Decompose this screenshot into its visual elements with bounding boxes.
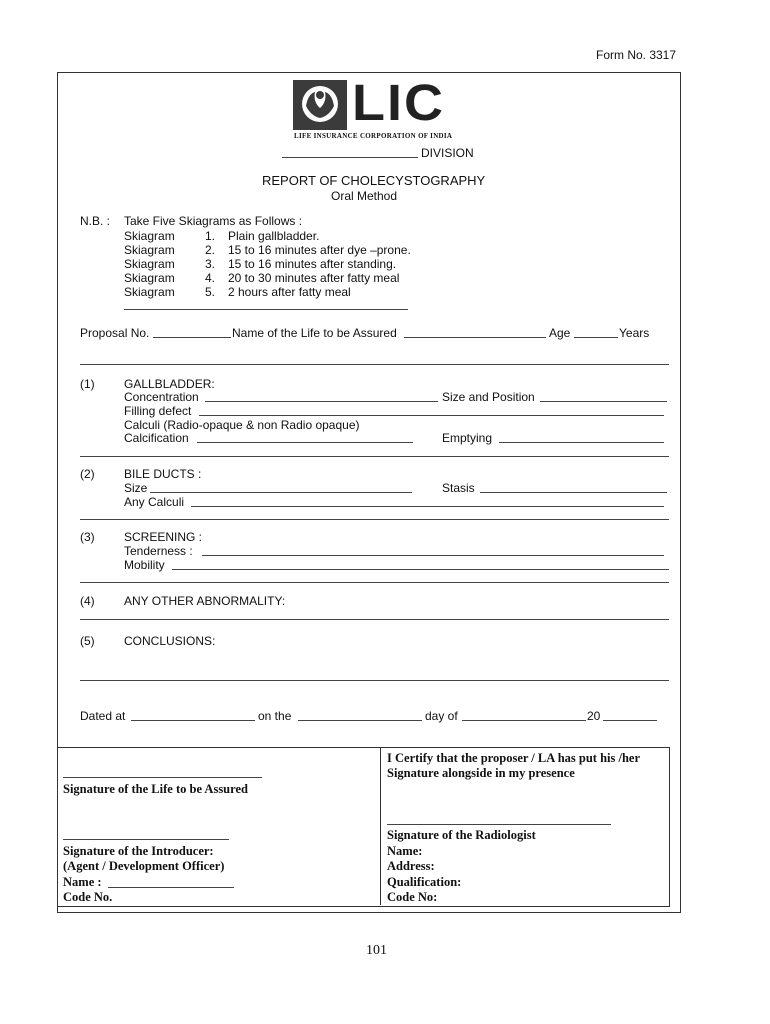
introducer-signature-label: Signature of the Introducer: (63, 844, 214, 858)
introducer-code-label: Code No. (63, 890, 113, 904)
introducer-name-field[interactable] (108, 887, 234, 888)
section-divider (80, 364, 669, 365)
conclusions-field[interactable] (80, 680, 669, 681)
day-of-label: day of (425, 709, 458, 723)
bile-ducts-heading: BILE DUCTS : (124, 467, 202, 481)
signature-box-divider (380, 747, 381, 905)
stasis-label: Stasis (442, 481, 475, 495)
screening-heading: SCREENING : (124, 530, 203, 544)
division-label: DIVISION (421, 146, 474, 160)
nb-label: N.B. : (80, 214, 111, 228)
life-assured-signature-field[interactable] (63, 777, 262, 778)
age-field[interactable] (574, 337, 618, 338)
stasis-field[interactable] (480, 492, 667, 493)
division-field[interactable] (282, 157, 418, 158)
any-calculi-label: Any Calculi (124, 495, 185, 509)
conclusions-heading: CONCLUSIONS: (124, 634, 216, 648)
filling-defect-label: Filling defect (124, 404, 192, 418)
emptying-label: Emptying (442, 431, 493, 445)
dated-at-field[interactable] (131, 720, 255, 721)
tenderness-field[interactable] (202, 555, 664, 556)
skiagram-number: 5. (205, 285, 216, 299)
radiologist-name-label: Name: (387, 844, 423, 858)
page-subtitle: Oral Method (331, 189, 398, 203)
age-label: Age (549, 326, 571, 340)
skiagram-number: 3. (205, 257, 216, 271)
section-divider (80, 519, 669, 520)
any-calculi-field[interactable] (191, 506, 664, 507)
concentration-field[interactable] (205, 401, 438, 402)
size-position-label: Size and Position (442, 390, 535, 404)
skiagram-text: 15 to 16 minutes after dye –prone. (228, 243, 411, 257)
radiologist-signature-label: Signature of the Radiologist (387, 828, 536, 842)
skiagram-label: Skiagram (124, 257, 175, 271)
emptying-field[interactable] (499, 442, 664, 443)
skiagram-text: 2 hours after fatty meal (228, 285, 351, 299)
lic-emblem-icon (293, 80, 347, 130)
nb-intro: Take Five Skiagrams as Follows : (124, 214, 303, 228)
section-divider (80, 582, 669, 583)
life-assured-signature-label: Signature of the Life to be Assured (63, 782, 248, 796)
mobility-label: Mobility (124, 558, 165, 572)
calculi-label: Calculi (Radio-opaque & non Radio opaque) (124, 418, 360, 432)
skiagram-label: Skiagram (124, 229, 175, 243)
abnormality-field[interactable] (80, 619, 669, 620)
bile-size-label: Size (124, 481, 148, 495)
year-field[interactable] (603, 720, 657, 721)
filling-defect-field[interactable] (199, 415, 664, 416)
agent-label: (Agent / Development Officer) (63, 859, 225, 873)
section-divider (80, 456, 669, 457)
proposal-no-label: Proposal No. (80, 326, 150, 340)
day-of-field[interactable] (462, 720, 586, 721)
mobility-field[interactable] (172, 569, 669, 570)
radiologist-code-label: Code No: (387, 890, 438, 904)
gallbladder-heading: GALLBLADDER: (124, 377, 215, 391)
introducer-name-label: Name : (63, 875, 102, 889)
section-number: (1) (80, 377, 95, 391)
skiagram-number: 1. (205, 229, 216, 243)
page-title: REPORT OF CHOLECYSTOGRAPHY (262, 173, 486, 188)
dated-at-label: Dated at (80, 709, 126, 723)
years-label: Years (619, 326, 650, 340)
skiagram-label: Skiagram (124, 285, 175, 299)
section-number: (2) (80, 467, 95, 481)
skiagram-text: 15 to 16 minutes after standing. (228, 257, 397, 271)
section-number: (5) (80, 634, 95, 648)
page-number: 101 (366, 943, 387, 958)
calcification-field[interactable] (197, 442, 413, 443)
logo-subtitle: LIFE INSURANCE CORPORATION OF INDIA (294, 132, 453, 140)
certify-text: I Certify that the proposer / LA has put his /her Signature alongside in my presence (387, 751, 640, 780)
section-number: (3) (80, 530, 95, 544)
concentration-label: Concentration (124, 390, 199, 404)
size-position-field[interactable] (540, 401, 667, 402)
tenderness-label: Tenderness : (124, 544, 193, 558)
form-number: Form No. 3317 (596, 48, 677, 62)
radiologist-signature-field[interactable] (387, 824, 611, 825)
introducer-signature-field[interactable] (63, 839, 229, 840)
on-the-field[interactable] (298, 720, 422, 721)
on-the-label: on the (258, 709, 292, 723)
calcification-label: Calcification (124, 431, 189, 445)
logo-wordmark: LIC (352, 74, 445, 132)
section-number: (4) (80, 594, 95, 608)
radiologist-qualification-label: Qualification: (387, 875, 462, 889)
bile-size-field[interactable] (150, 492, 412, 493)
skiagram-label: Skiagram (124, 271, 175, 285)
radiologist-address-label: Address: (387, 859, 435, 873)
life-assured-name-field[interactable] (404, 337, 546, 338)
skiagram-label: Skiagram (124, 243, 175, 257)
proposal-no-field[interactable] (153, 337, 231, 338)
skiagram-text: Plain gallbladder. (228, 229, 320, 243)
life-assured-name-label: Name of the Life to be Assured (232, 326, 397, 340)
skiagram-number: 2. (205, 243, 216, 257)
divider (124, 309, 408, 310)
year-prefix: 20 (587, 709, 601, 723)
skiagram-number: 4. (205, 271, 216, 285)
skiagram-text: 20 to 30 minutes after fatty meal (228, 271, 400, 285)
other-abnormality-heading: ANY OTHER ABNORMALITY: (124, 594, 286, 608)
